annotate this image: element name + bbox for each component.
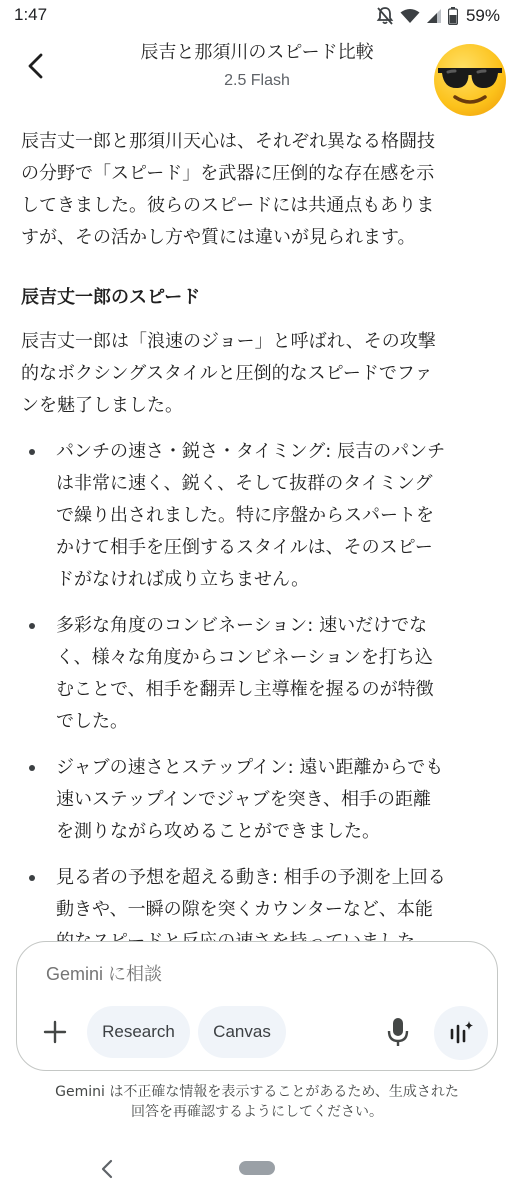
bullet-dot [29,765,35,771]
battery-percent: 59% [465,6,500,25]
text-line: むことで、相手を翻弄し主導権を握るのが特徴 [56,679,434,700]
battery-icon [448,7,458,25]
text-line: く、様々な角度からコンビネーションを打ち込 [56,647,433,668]
text-line: 速いステップインでジャブを突き、相手の距離 [56,789,431,810]
prompt-input[interactable] [46,964,446,985]
list-item [21,752,493,848]
nav-back-button[interactable] [98,1158,116,1180]
text-line: の分野で「スピード」を武器に圧倒的な存在感を示 [21,163,435,184]
text-line: ジャブの速さとステップイン: 遠い距離からでも [56,757,444,778]
text-line: でした。 [56,711,128,732]
response-content [21,126,493,972]
text-line: すが、その活かし方や質には違いが見られます。 [21,227,416,248]
text-line: 動きや、一瞬の隙を突くカウンターなど、本能 [56,899,433,920]
bullet-dot [29,623,35,629]
list-item [21,610,493,738]
mic-icon [387,1017,409,1047]
bullet-dot [29,875,35,881]
plus-icon [43,1020,67,1044]
text-line: ドがなければ成り立ちません。 [56,569,310,590]
live-icon [447,1019,475,1047]
live-button[interactable] [434,1006,488,1060]
mute-bell-icon [376,6,394,26]
status-bar [0,0,514,34]
sunglasses-emoji-icon [432,42,508,118]
disclaimer [30,1082,484,1122]
model-name[interactable]: 2.5 Flash [224,72,290,89]
canvas-button[interactable]: Canvas [198,1006,286,1058]
wifi-icon [400,8,420,24]
avatar[interactable] [432,42,508,118]
text-line: で繰り出されました。特に序盤からスパートを [56,505,434,526]
signal-icon [426,8,442,24]
bullet-dot [29,449,35,455]
text-line: 辰吉丈一郎は「浪速のジョー」と呼ばれ、その攻撃 [21,331,436,352]
text-line: は非常に速く、鋭く、そして抜群のタイミング [56,473,433,494]
text-line: 辰吉丈一郎と那須川天心は、それぞれ異なる格闘技 [21,131,435,152]
text-line: を測りながら攻めることができました。 [56,821,380,842]
text-line: かけて相手を圧倒するスタイルは、そのスピー [56,537,433,558]
section-heading: 辰吉丈一郎のスピード [21,287,201,308]
add-button[interactable] [39,1016,71,1048]
prompt-composer [16,941,498,1071]
nav-home-pill[interactable] [239,1161,275,1175]
text-line: パンチの速さ・鋭さ・タイミング: 辰吉のパンチ [56,441,446,462]
text-line: してきました。彼らのスピードには共通点もありま [21,195,435,216]
list-item [21,436,493,596]
text-line: 多彩な角度のコンビネーション: 速いだけでな [56,615,428,636]
chat-header [0,34,514,104]
disclaimer-line: 回答を再確認するようにしてください。 [131,1104,383,1120]
status-icons [376,6,500,26]
text-line: 見る者の予想を超える動き: 相手の予測を上回る [56,867,446,888]
intro-paragraph [21,126,493,254]
text-line: ンを魅了しました。 [21,395,183,416]
mic-button[interactable] [383,1014,413,1050]
section-paragraph [21,326,493,422]
text-line: 的なボクシングスタイルと圧倒的なスピードでファ [21,363,433,384]
status-time: 1:47 [14,5,48,24]
chat-title[interactable]: 辰吉と那須川のスピード比較 [140,42,374,63]
disclaimer-line: Gemini は不正確な情報を表示することがあるため、生成された [55,1084,459,1100]
research-button[interactable]: Research [87,1006,190,1058]
nav-back-icon [98,1158,116,1180]
bullet-list [21,436,493,958]
